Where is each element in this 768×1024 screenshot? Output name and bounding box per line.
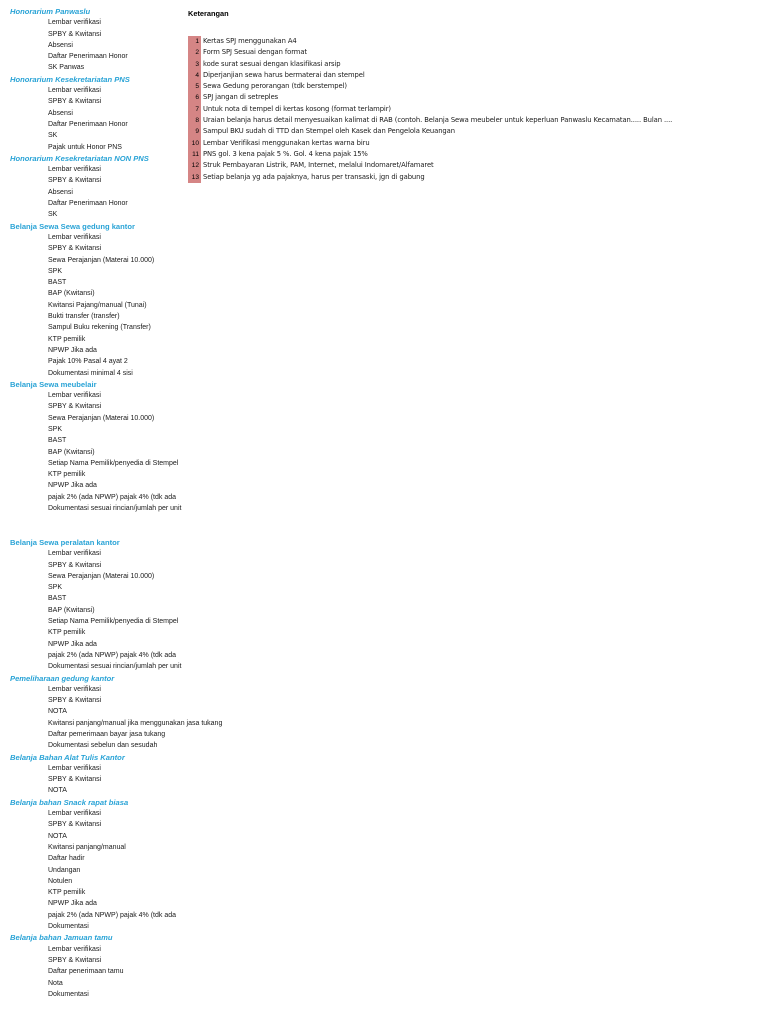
checklist-item: Undangan: [48, 866, 81, 874]
checklist-item: Daftar Penerimaan Honor: [48, 200, 128, 208]
note-text: Uraian belanja harus detail menyesuaikan kalimat di RAB (contoh. Belanja Sewa meubeler untuk keperluan Panwaslu Kecamatan..... Bulan ....: [203, 116, 673, 125]
checklist-item: Sewa Perajanjan (Materai 10.000): [48, 414, 155, 422]
checklist-item: Lembar verifikasi: [48, 87, 101, 95]
checklist-item: SPBY & Kwitansi: [48, 30, 102, 38]
note-row: [188, 81, 748, 92]
checklist-item: SK: [48, 132, 58, 140]
section-title: Belanja Sewa meubelair: [10, 379, 97, 389]
section-title: Belanja Bahan Alat Tulis Kantor: [10, 752, 125, 762]
checklist-item: Dokumentasi sesuai rincian/jumlah per unit: [48, 505, 182, 513]
note-text: PNS gol. 3 kena pajak 5 %. Gol. 4 kena pajak 15%: [203, 149, 368, 158]
checklist-item: SPBY & Kwitansi: [48, 98, 102, 106]
checklist-item: Daftar Penerimaan Honor: [48, 120, 128, 128]
checklist-item: SPK: [48, 584, 63, 592]
checklist-item: KTP pemilik: [48, 471, 86, 479]
note-number: 8: [188, 115, 201, 126]
checklist-item: NOTA: [48, 708, 67, 716]
checklist-item: Daftar pemerimaan bayar jasa tukang: [48, 731, 166, 738]
note-text: kode surat sesuai dengan klasifikasi arsip: [203, 59, 341, 68]
note-number: 1: [188, 36, 201, 47]
note-number: 7: [188, 104, 201, 115]
note-number: 11: [188, 149, 201, 160]
section-title: Honorarium Panwaslu: [10, 7, 91, 16]
checklist-item: NPWP Jika ada: [48, 900, 97, 908]
checklist-item: NOTA: [48, 787, 67, 795]
checklist-item: NPWP Jika ada: [48, 482, 97, 490]
note-number: 9: [188, 126, 201, 137]
checklist-item: BAP (Kwitansi): [48, 606, 95, 614]
section-title: Honorarium Kesekretariatan NON PNS: [10, 153, 149, 163]
checklist-item: KTP pemilik: [48, 335, 86, 343]
checklist-item: SPBY & Kwitansi: [48, 561, 102, 569]
checklist-item: KTP pemilik: [48, 889, 86, 897]
note-text: Diperjanjian sewa harus bermaterai dan stempel: [203, 70, 365, 79]
note-text: Untuk nota di tempel di kertas kosong (format terlampir): [203, 104, 391, 113]
note-text: Sewa Gedung perorangan (tdk berstempel): [203, 82, 347, 91]
checklist-item: SPK: [48, 425, 63, 433]
checklist-item: SPBY & Kwitansi: [48, 776, 102, 784]
checklist-item: Sewa Perajanjan (Materai 10.000): [48, 572, 155, 580]
checklist-item: Sewa Perajanjan (Materai 10.000): [48, 256, 155, 264]
note-row: [188, 92, 748, 103]
checklist-item: SK Panwas: [48, 64, 85, 72]
checklist-item: SPBY & Kwitansi: [48, 177, 102, 185]
section-title: Belanja bahan Jamuan tamu: [10, 933, 113, 943]
checklist-item: SPK: [48, 267, 63, 275]
notes-panel: [188, 8, 748, 183]
note-text: Struk Pembayaran Listrik, PAM, Internet, melalui Indomaret/Alfamaret: [203, 161, 434, 170]
checklist-item: BAP (Kwitansi): [48, 290, 95, 298]
checklist-item: pajak 2% (ada NPWP) pajak 4% (tdk ada: [48, 651, 177, 659]
checklist-item: Absensi: [48, 109, 73, 117]
checklist-item: Dokumentasi sebelun dan sesudah: [48, 742, 158, 750]
checklist-item: Lembar verifikasi: [48, 810, 101, 818]
section-title: Pemeliharaan gedung kantor: [10, 673, 115, 683]
note-row: [188, 36, 748, 47]
checklist-item: Lembar verifikasi: [48, 550, 101, 558]
checklist-item: BAST: [48, 279, 67, 287]
checklist-item: Lembar verifikasi: [48, 685, 101, 693]
checklist-item: Lembar verifikasi: [48, 764, 101, 772]
checklist-item: Setiap Nama Pemilik/penyedia di Stempel: [48, 618, 179, 626]
checklist-item: Dokumentasi sesuai rincian/jumlah per unit: [48, 663, 182, 671]
note-row: [188, 160, 748, 171]
checklist-item: SPBY & Kwitansi: [48, 821, 102, 829]
checklist-item: Notulen: [48, 877, 73, 885]
checklist-item: BAST: [48, 437, 67, 445]
checklist-item: pajak 2% (ada NPWP) pajak 4% (tdk ada: [48, 911, 177, 919]
notes-list: [188, 36, 748, 183]
note-row: [188, 70, 748, 81]
note-text: SPJ jangan di setreples: [203, 93, 279, 102]
checklist-item: SPBY & Kwitansi: [48, 697, 102, 705]
checklist-item: Lembar verifikasi: [48, 392, 101, 400]
note-row: [188, 138, 748, 149]
checklist-item: Nota: [48, 979, 63, 987]
checklist-item: Lembar verifikasi: [48, 945, 101, 953]
checklist-item: Setiap Nama Pemilik/penyedia di Stempel: [48, 459, 179, 467]
checklist-item: Dokumentasi: [48, 923, 89, 931]
note-number: 10: [188, 138, 201, 149]
note-number: 3: [188, 59, 201, 70]
checklist-item: NPWP Jika ada: [48, 640, 97, 648]
checklist-item: SPBY & Kwitansi: [48, 403, 102, 411]
checklist-item: SPBY & Kwitansi: [48, 956, 102, 964]
note-row: [188, 104, 748, 115]
checklist-item: SPBY & Kwitansi: [48, 245, 102, 253]
checklist-item: Sampul Buku rekening (Transfer): [48, 324, 151, 332]
checklist-item: Bukti transfer (transfer): [48, 313, 120, 321]
checklist-item: NOTA: [48, 832, 67, 840]
spacer: [10, 514, 270, 525]
note-text: Kertas SPJ menggunakan A4: [203, 37, 297, 45]
checklist-item: Lembar verifikasi: [48, 19, 101, 27]
checklist-item: Daftar hadir: [48, 855, 85, 863]
checklist-item: KTP pemilik: [48, 629, 86, 637]
note-text: Form SPJ Sesuai dengan format: [203, 48, 307, 57]
checklist-item: Daftar penerimaan tamu: [48, 968, 124, 976]
checklist-item: Lembar verifikasi: [48, 233, 101, 241]
note-number: 13: [188, 172, 201, 183]
checklist-item: Kwitansi panjang/manual jika menggunakan jasa tukang: [48, 719, 223, 727]
checklist-item: Pajak untuk Honor PNS: [48, 143, 122, 151]
checklist-item: Absensi: [48, 188, 73, 196]
checklist-item: Lembar verifikasi: [48, 166, 101, 174]
checklist-item: Dokumentasi: [48, 990, 89, 998]
note-row: [188, 59, 748, 70]
checklist-item: Absensi: [48, 41, 73, 49]
checklist-item: BAST: [48, 595, 67, 603]
note-row: [188, 47, 748, 58]
note-number: 5: [188, 81, 201, 92]
section-title: Belanja bahan Snack rapat biasa: [10, 797, 129, 807]
checklist-item: NPWP Jika ada: [48, 346, 97, 354]
note-number: 6: [188, 92, 201, 103]
checklist-item: Kwitansi panjang/manual: [48, 843, 126, 851]
note-text: Setiap belanja yg ada pajaknya, harus per transaski, jgn di gabung: [203, 172, 425, 181]
note-number: 4: [188, 70, 201, 81]
checklist-item: Dokumentasi minimal 4 sisi: [48, 369, 133, 377]
note-row: [188, 126, 748, 137]
section-title: Belanja Sewa Sewa gedung kantor: [10, 221, 135, 231]
checklist-item: Kwitansi Pajang/manual (Tunai): [48, 301, 147, 309]
note-number: 12: [188, 160, 201, 171]
checklist-item: Daftar Penerimaan Honor: [48, 53, 128, 61]
note-text: Sampul BKU sudah di TTD dan Stempel oleh Kasek dan Pengelola Keuangan: [203, 127, 455, 136]
checklist-item: Pajak 10% Pasal 4 ayat 2: [48, 358, 128, 366]
note-text: Lembar Verifikasi menggunakan kertas warna biru: [203, 138, 370, 147]
checklist-item: SK: [48, 211, 58, 219]
section-title: Belanja Sewa peralatan kantor: [10, 537, 120, 547]
notes-heading: Keterangan: [188, 9, 229, 18]
note-row: [188, 149, 748, 160]
spacer: [10, 526, 270, 537]
note-row: [188, 115, 748, 126]
checklist-item: BAP (Kwitansi): [48, 448, 95, 456]
note-row: [188, 172, 748, 183]
note-number: 2: [188, 47, 201, 58]
section-title: Honorarium Kesekretariatan PNS: [10, 74, 130, 84]
checklist-item: pajak 2% (ada NPWP) pajak 4% (tdk ada: [48, 493, 177, 501]
